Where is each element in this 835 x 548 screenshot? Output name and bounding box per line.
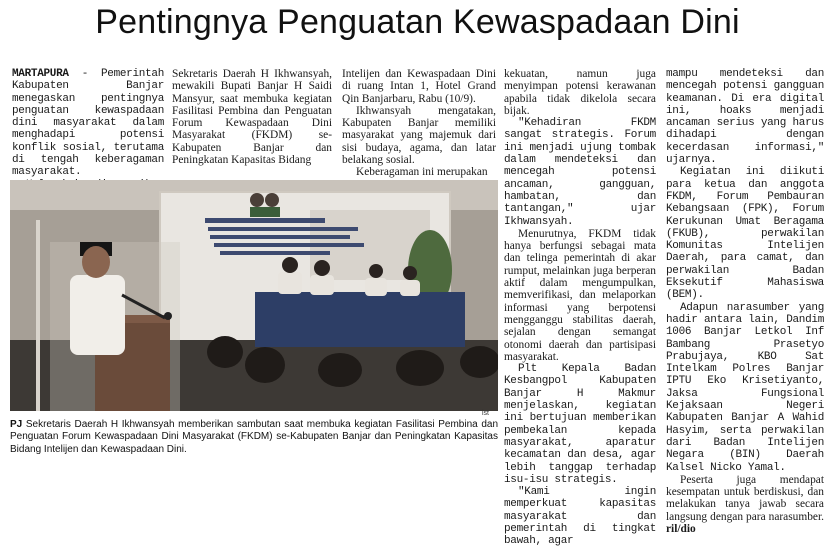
paragraph: Ikhwansyah mengatakan, Kabupaten Banjar memiliki masyarakat yang majemuk dari sisi budaya, agama, dan latar belakang sosial. <box>342 104 496 167</box>
paragraph: Plt Kepala Badan Kesbangpol Kabupaten Banjar H Makmur menjelaskan, kegiatan ini bertujuan memberikan pembekalan kepada masyarakat, aparatur kecamatan dan desa, agar lebih tanggap terhadap isu-isu strategis. <box>504 363 656 486</box>
closing-text: Peserta juga mendapat kesempatan untuk berdiskusi, dan melakukan tanya jawab secara langsung dengan para narasumber. <box>666 473 824 523</box>
signoff: ril/dio <box>666 522 696 535</box>
photo-scene <box>10 180 498 411</box>
headline: Pentingnya Penguatan Kewaspadaan Dini <box>95 3 740 41</box>
photo-credit: ist <box>482 410 489 417</box>
caption-text: Sekretaris Daerah H Ikhwansyah memberikan sambutan saat membuka kegiatan Fasilitasi Pembina dan Penguatan Forum Kewaspadaan Dini Masyarakat (FKDM) se-Kabupaten Banjar dan Peningkatan Kapasitas Bidang Intelijen dan Kewaspadaan Dini. <box>10 419 498 455</box>
paragraph: Kegiatan ini diikuti para ketua dan anggota FKDM, Forum Pembauran Kebangsaan (FPK), Forum Kerukunan Umat Beragama (FKUB), perwakilan Komunitas Intelijen Daerah, para camat, dan perwakilan Badan Eksekutif Mahasiswa (BEM). <box>666 166 824 302</box>
news-photo <box>10 180 498 411</box>
paragraph: Menurutnya, FKDM tidak hanya berfungsi sebagai mata dan telinga pemerintah di akar rumput, melainkan juga berperan aktif dalam mengumpulkan, memverifikasi, dan melaporkan informasi yang berpotensi mengganggu stabilitas daerah, sejalan dengan semangat otonomi daerah dan partisipasi masyarakat. <box>504 227 656 363</box>
article-column-2 <box>172 68 332 166</box>
paragraph: Keberagaman ini merupakan <box>356 166 488 179</box>
article-column-5 <box>666 68 824 535</box>
lead-text: - Pemerintah Kabupaten Banjar menegaskan pentingnya penguatan kewaspadaan dini masyarakat dalam menghadapi potensi konflik sosial, terutama di tengah keberagaman masyarakat. <box>12 68 164 179</box>
speaker <box>70 275 125 355</box>
quote-paragraph: "Kehadiran FKDM sangat strategis. Forum ini menjadi ujung tombak dalam mendeteksi dan mencegah potensi ancaman, gangguan, hambatan, dan tantangan," ujar Ikhwansyah. <box>504 117 656 228</box>
paragraph: kekuatan, namun juga menyimpan potensi kerawanan apabila tidak dikelola secara bijak. <box>504 68 656 117</box>
article-column-4 <box>504 68 656 548</box>
caption-lead: PJ <box>10 419 23 430</box>
photo-caption <box>10 419 498 456</box>
paragraph: Intelijen dan Kewaspadaan Dini di ruang Intan 1, Hotel Grand Qin Banjarbaru, Rabu (10/9). <box>342 68 496 105</box>
paragraph: mampu mendeteksi dan mencegah potensi gangguan keamanan. Di era digital ini, hoaks menjadi ancaman serius yang harus dihadapi dengan kecerdasan informasi," ujarnya. <box>666 68 824 167</box>
article-column-3 <box>342 68 496 179</box>
lead-paragraph <box>12 68 164 179</box>
paragraph: Adapun narasumber yang hadir antara lain, Dandim 1006 Banjar Letkol Inf Bambang Prasetyo Prabujaya, KBO Sat Intelkam Polres Banjar IPTU Eko Krisetiyanto, Jaksa Fungsional Kejaksaan Negeri Kabupaten Banjar A Wahid Hasyim, serta perwakilan dari Badan Intelijen Negara (BIN) Daerah Kalsel Nicko Yamal. <box>666 301 824 474</box>
paragraph <box>666 474 824 535</box>
paragraph: Sekretaris Daerah H Ikhwansyah, mewakili Bupati Banjar H Saidi Mansyur, saat membuka kegiatan Fasilitasi Pembina dan Penguatan Forum Kewaspadaan Dini Masyarakat (FKDM) se-Kabupaten Banjar dan Peningkatan Kapasitas Bidang <box>172 68 332 167</box>
quote-paragraph: "Kami ingin memperkuat kapasitas masyarakat dan pemerintah di tingkat bawah, agar <box>504 486 656 548</box>
head-table <box>255 292 465 347</box>
dateline: MARTAPURA <box>12 68 69 80</box>
